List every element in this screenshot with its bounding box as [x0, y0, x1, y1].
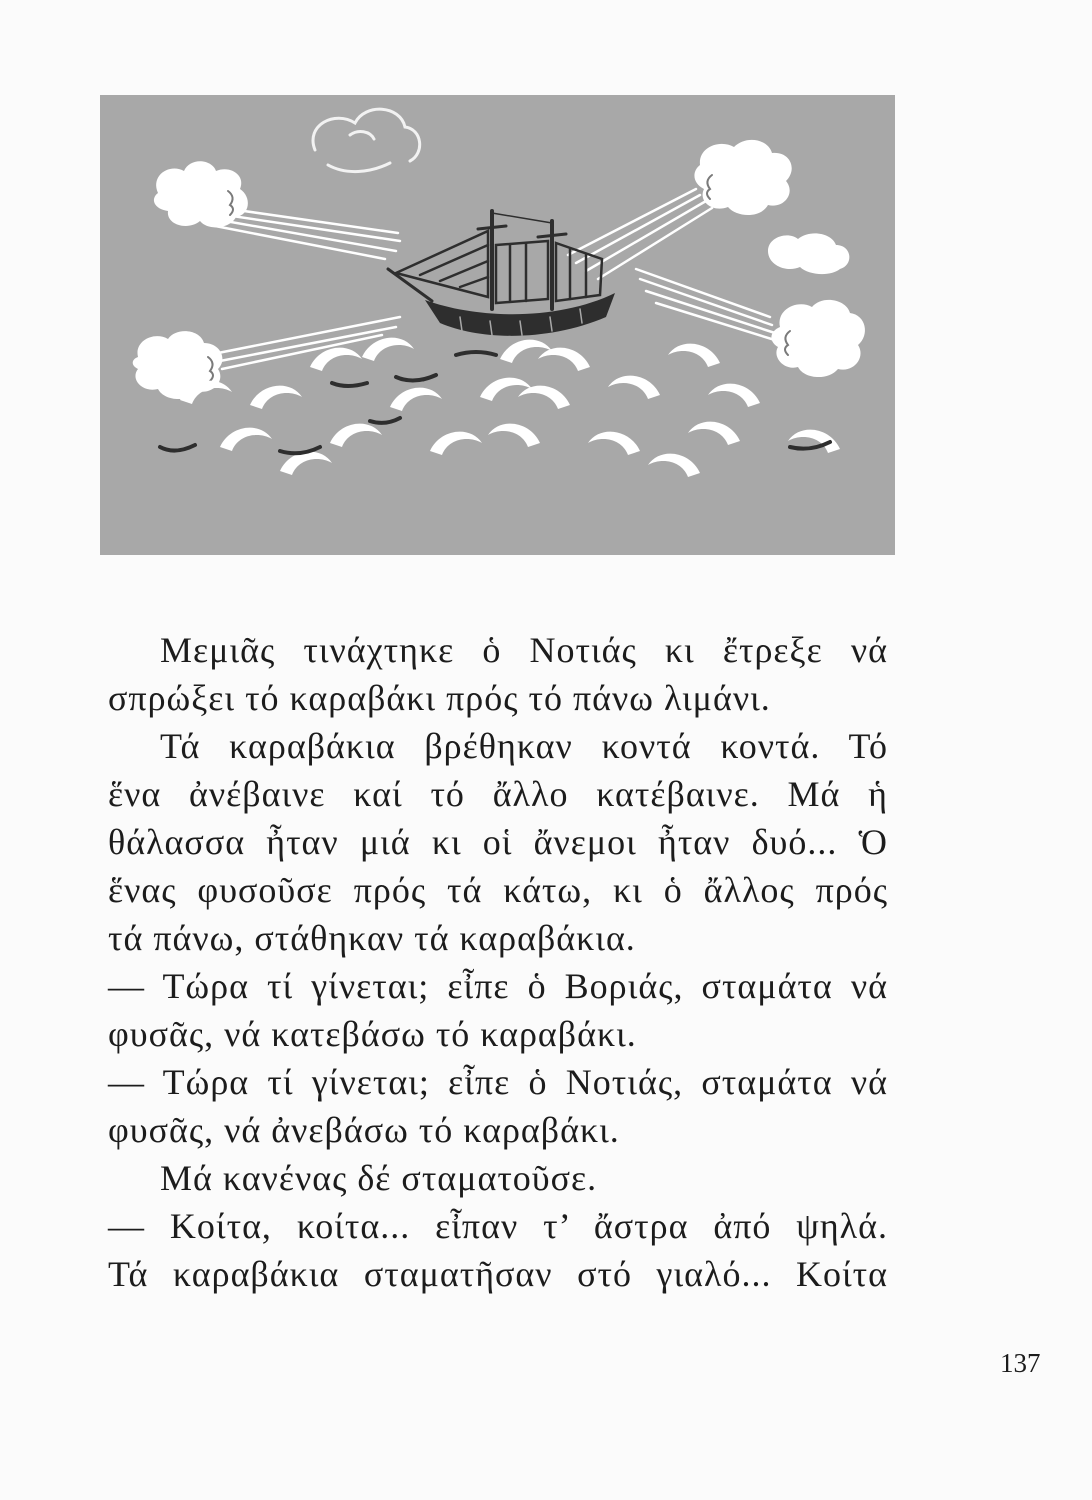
text-line: Τά καραβάκια βρέθηκαν κοντά κοντά. Τό — [160, 726, 888, 766]
paragraph — [108, 1154, 888, 1202]
text-line: Μά κανένας δέ σταματοῦσε. — [160, 1158, 598, 1198]
text-line: φυσᾶς, νά ἀνεβάσω τό καραβάκι. — [108, 1110, 620, 1150]
text-line: φυσᾶς, νά κατεβάσω τό καραβάκι. — [108, 1014, 637, 1054]
page-number: 137 — [1000, 1348, 1041, 1378]
illustration-svg — [100, 95, 895, 555]
text-line: τά πάνω, στάθηκαν τά καραβάκια. — [108, 918, 636, 958]
paragraph — [108, 962, 888, 1058]
paragraph — [108, 1202, 888, 1298]
text-line: ἕνας φυσοῦσε πρός τά κάτω, κι ὁ ἄλλος πρός — [108, 870, 888, 910]
paragraph — [108, 1058, 888, 1154]
paragraph — [108, 626, 888, 722]
text-line: Τά καραβάκια σταματῆσαν στό γιαλό... Κοίτα — [108, 1254, 888, 1294]
text-line: — Τώρα τί γίνεται; εἶπε ὁ Νοτιάς, σταμάτα νά — [108, 1062, 888, 1102]
text-line: Μεμιᾶς τινάχτηκε ὁ Νοτιάς κι ἔτρεξε νά — [160, 630, 888, 670]
text-line: — Κοίτα, κοίτα... εἶπαν τ’ ἄστρα ἀπό ψηλά. — [108, 1206, 888, 1246]
text-line: σπρώξει τό καραβάκι πρός τό πάνω λιμάνι. — [108, 678, 771, 718]
text-line: ἕνα ἀνέβαινε καί τό ἄλλο κατέβαινε. Μά ἡ — [108, 774, 888, 814]
ship-storm-illustration — [100, 95, 895, 555]
body-text — [108, 626, 888, 1298]
text-line: — Τώρα τί γίνεται; εἶπε ὁ Βοριάς, σταμάτα νά — [108, 966, 888, 1006]
paragraph — [108, 722, 888, 962]
text-line: θάλασσα ἦταν μιά κι οἱ ἄνεμοι ἦταν δυό... Ὁ — [108, 822, 888, 862]
